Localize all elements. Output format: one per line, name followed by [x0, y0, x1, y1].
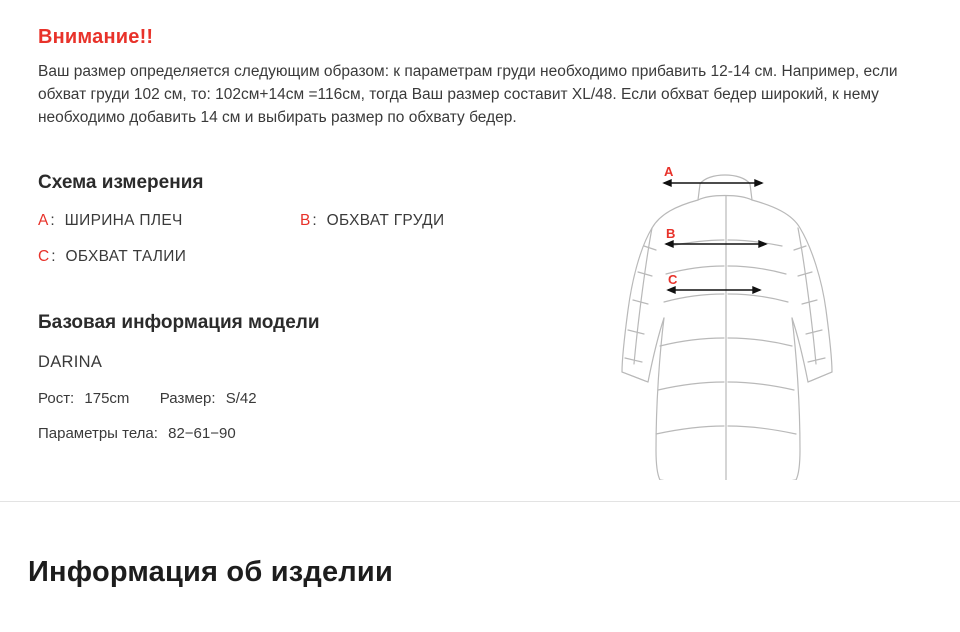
model-height-value: 175cm: [84, 390, 130, 407]
warning-title: Внимание!!: [38, 26, 154, 48]
model-info-heading: Базовая информация модели: [38, 312, 320, 333]
legend-row: [38, 248, 598, 266]
model-name: DARINA: [38, 353, 103, 371]
legend-label-b: ОБХВАТ ГРУДИ: [326, 212, 445, 229]
section-divider: [0, 501, 960, 502]
model-size-value: S/42: [225, 390, 257, 407]
sizing-instructions-text: Ваш размер определяется следующим образом: к параметрам груди необходимо прибавить 12-14 см. Например, если обхват груди 102 см, то: 102см+14см =116см, тогда Ваш размер составит XL/48. Если обхват бедер широкий, к нему необходимо добавить 14 см и выбирать размер по обхвату бедер.: [38, 63, 898, 126]
legend-item-b: [300, 212, 444, 230]
legend-key-a: A: [38, 212, 49, 229]
legend-colon-a: :: [50, 212, 55, 229]
legend-colon-c: :: [51, 248, 56, 265]
legend-colon-b: :: [312, 212, 317, 229]
model-size-label: Размер:: [159, 390, 216, 407]
model-body-label: Параметры тела:: [38, 425, 158, 442]
product-info-heading: Информация об изделии: [28, 556, 393, 588]
model-body-value: 82−61−90: [168, 425, 236, 442]
figure-marker-b: B: [666, 226, 676, 241]
model-height-size-row: [38, 390, 257, 407]
legend-row: [38, 212, 598, 230]
legend-label-a: ШИРИНА ПЛЕЧ: [64, 212, 183, 229]
legend-item-a: [38, 212, 300, 230]
measurement-scheme-heading: Схема измерения: [38, 172, 204, 193]
model-body-row: [38, 425, 236, 442]
legend-key-c: C: [38, 248, 50, 265]
legend-item-c: [38, 248, 300, 266]
figure-marker-a: A: [664, 164, 674, 179]
legend-key-b: B: [300, 212, 311, 229]
model-height-label: Рост:: [38, 390, 75, 407]
measurement-legend: [38, 212, 598, 284]
figure-marker-c: C: [668, 272, 678, 287]
legend-label-c: ОБХВАТ ТАЛИИ: [65, 248, 187, 265]
coat-measurement-diagram: [560, 150, 890, 480]
